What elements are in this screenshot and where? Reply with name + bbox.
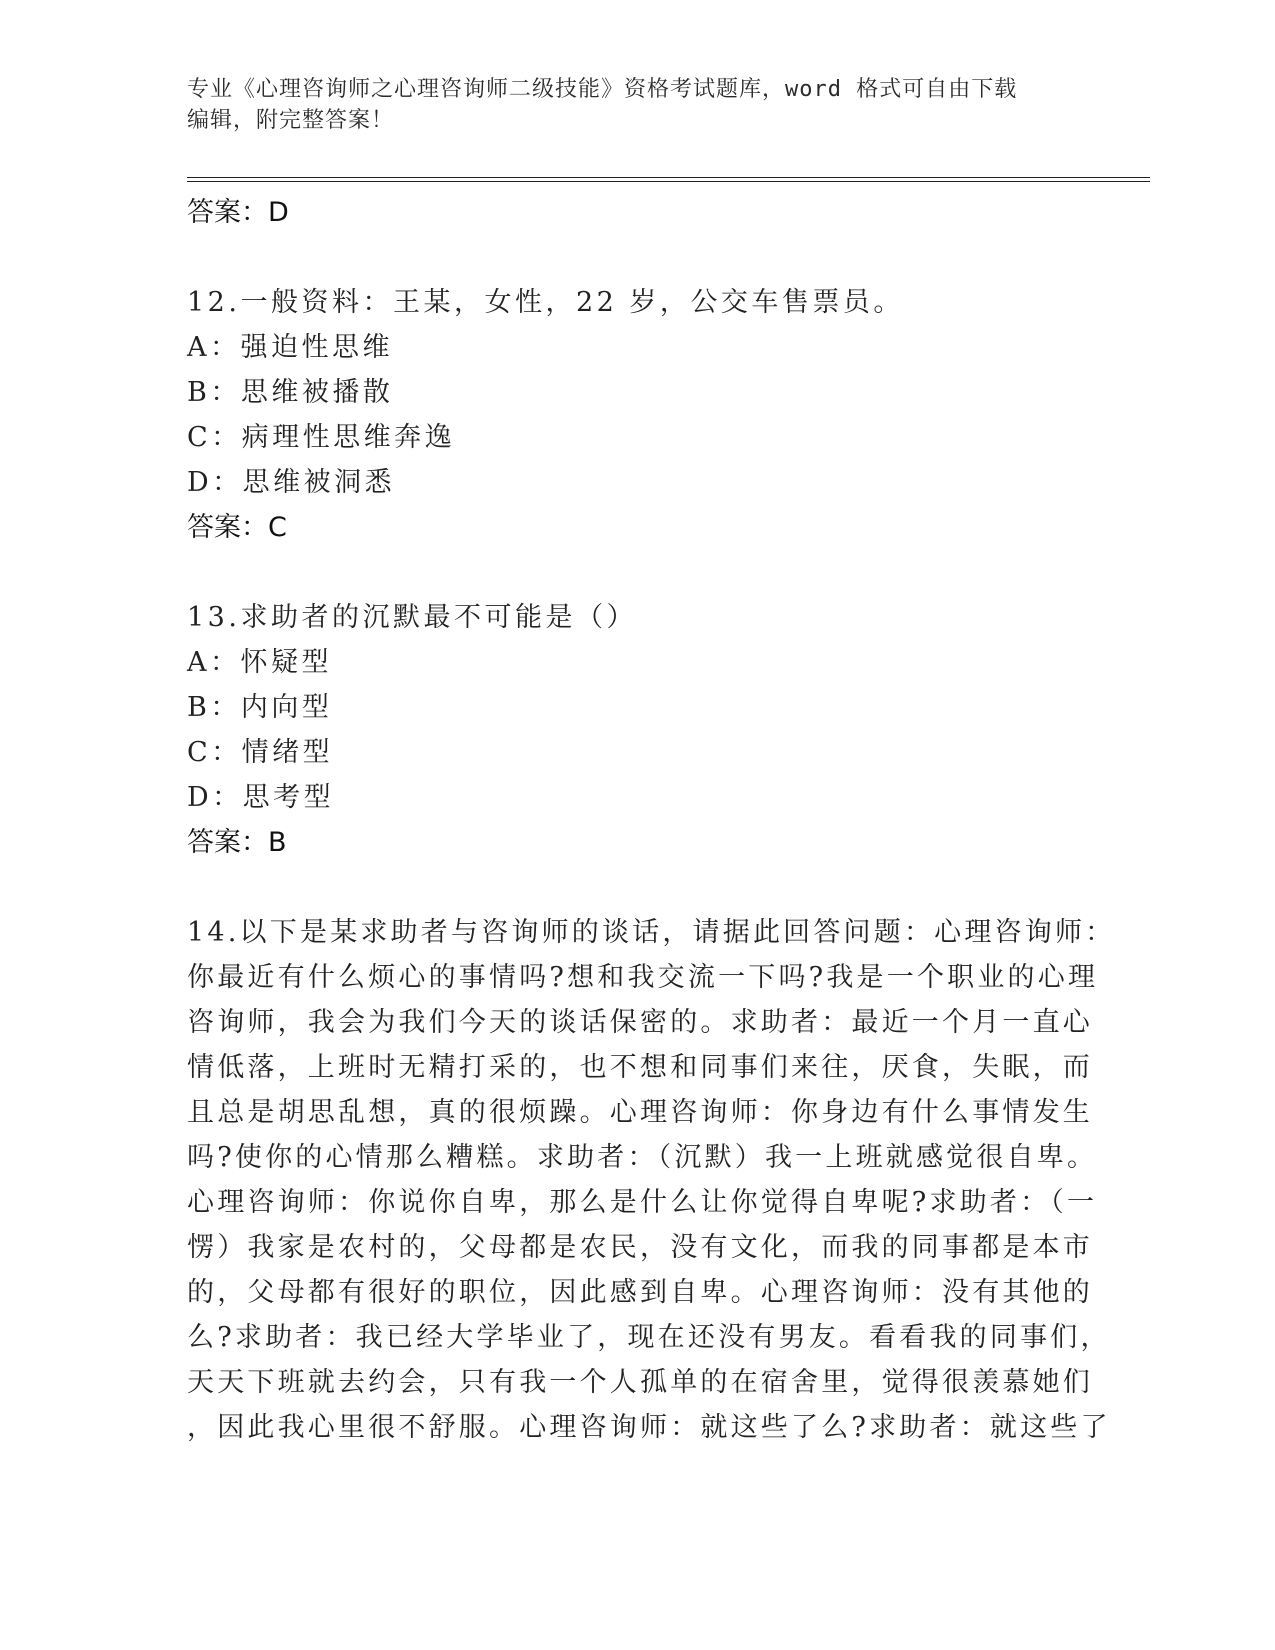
question-text-line: 么?求助者：我已经大学毕业了，现在还没有男友。看看我的同事们， (187, 1322, 1111, 1353)
question-text-line: 咨询师，我会为我们今天的谈话保密的。求助者：最近一个月一直心 (187, 1007, 1093, 1038)
option-a: A：怀疑型 (187, 647, 332, 678)
header-divider-top (187, 177, 1150, 178)
answer-previous: 答案：D (187, 197, 289, 228)
question-12 (187, 280, 1087, 550)
question-stem: 13.求助者的沉默最不可能是（） (187, 602, 637, 633)
header-line-1: 专业《心理咨询师之心理咨询师二级技能》资格考试题库，word 格式可自由下载 (187, 77, 1018, 102)
answer: 答案：B (187, 827, 287, 858)
question-text-line: ，因此我心里很不舒服。心理咨询师：就这些了么?求助者：就这些了 (187, 1412, 1111, 1443)
question-14 (187, 910, 1116, 1450)
question-text-line: 14.以下是某求助者与咨询师的谈话，请据此回答问题：心理咨询师： (187, 917, 1116, 948)
answer: 答案：C (187, 512, 287, 543)
question-text-line: 愣）我家是农村的，父母都是农民，没有文化，而我的同事都是本市 (187, 1232, 1093, 1263)
option-d: D：思维被洞悉 (187, 467, 396, 498)
question-text-line: 你最近有什么烦心的事情吗?想和我交流一下吗?我是一个职业的心理 (187, 962, 1099, 993)
option-d: D：思考型 (187, 782, 335, 813)
option-c: C：情绪型 (187, 737, 334, 768)
option-c: C：病理性思维奔逸 (187, 422, 456, 453)
question-text-line: 的，父母都有很好的职位，因此感到自卑。心理咨询师：没有其他的 (187, 1277, 1093, 1308)
question-text-line: 心理咨询师：你说你自卑，那么是什么让你觉得自卑呢?求助者：（一 (187, 1187, 1098, 1218)
option-a: A：强迫性思维 (187, 332, 393, 363)
question-stem: 12.一般资料：王某，女性，22 岁，公交车售票员。 (187, 287, 904, 318)
question-text-line: 天天下班就去约会，只有我一个人孤单的在宿舍里，觉得很羡慕她们 (187, 1367, 1093, 1398)
option-b: B：思维被播散 (187, 377, 394, 408)
question-text-line: 情低落，上班时无精打采的，也不想和同事们来往，厌食，失眠，而 (187, 1052, 1093, 1083)
header-line-2: 编辑，附完整答案！ (187, 108, 395, 133)
document-body (187, 190, 1116, 1450)
option-b: B：内向型 (187, 692, 333, 723)
question-text-line: 吗?使你的心情那么糟糕。求助者：（沉默）我一上班就感觉很自卑。 (187, 1142, 1098, 1173)
question-13 (187, 595, 1087, 865)
page-header (187, 74, 1067, 136)
header-divider-bottom (187, 181, 1150, 182)
question-text-line: 且总是胡思乱想，真的很烦躁。心理咨询师：你身边有什么事情发生 (187, 1097, 1093, 1128)
